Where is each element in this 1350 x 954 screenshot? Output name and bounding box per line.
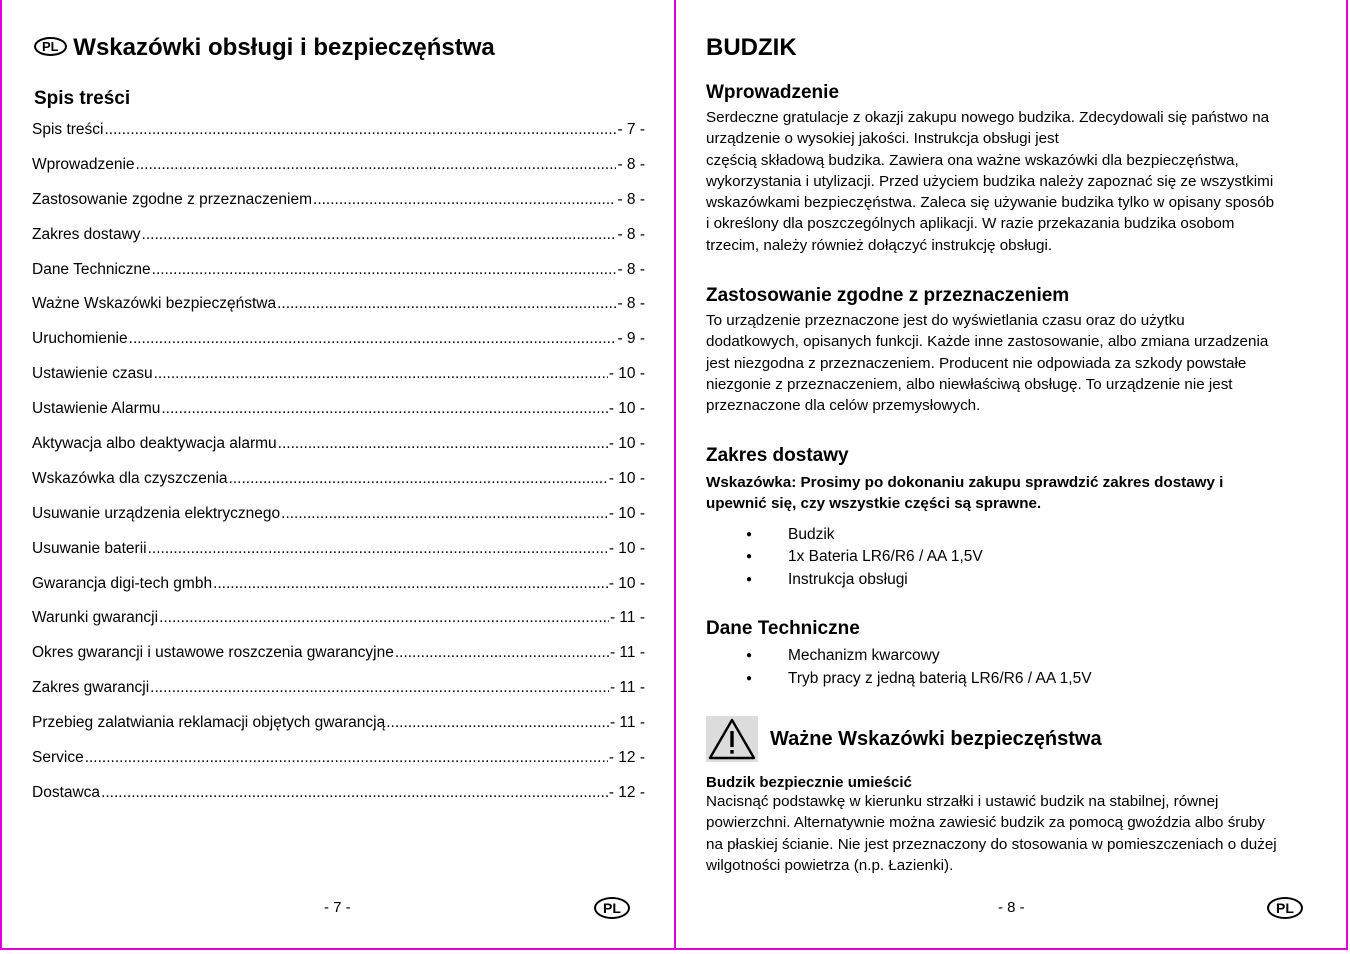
intro-line: Serdeczne gratulacje z okazji zakupu nowego budzika. Zdecydowali się państwo na: [706, 109, 1270, 126]
page-number: - 7 -: [324, 899, 351, 916]
toc-entry-title: Zastosowanie zgodne z przeznaczeniem: [32, 190, 313, 208]
safety-subheading: Budzik bezpiecznie umieścić: [706, 774, 912, 791]
safety-line: Nacisnąć podstawkę w kierunku strzałki i ustawić budzik na stabilnej, równej: [706, 793, 1219, 810]
toc-entry-title: Usuwanie baterii: [32, 539, 147, 557]
delivery-scope-section: [706, 445, 1316, 591]
pl-language-badge: PL: [34, 37, 67, 56]
delivery-list: [706, 524, 1316, 592]
toc-row[interactable]: [32, 470, 645, 505]
toc-dot-leader: [152, 261, 617, 279]
toc-dot-leader: [229, 470, 608, 488]
toc-entry-title: Wskazówka dla czyszczenia: [32, 469, 228, 487]
toc-entry-title: Wprowadzenie: [32, 155, 135, 173]
toc-entry-page: - 11 -: [609, 679, 645, 697]
toc-entry-page: - 10 -: [608, 469, 645, 487]
pl-folio-badge: PL: [594, 897, 630, 919]
intro-line: częścią składową budzika. Zawiera ona ważne wskazówki dla bezpieczęństwa,: [706, 151, 1239, 169]
delivery-note-line: upewnić się, czy wszystkie części są sprawne.: [706, 495, 1042, 513]
toc-entry-title: Ustawienie Alarmu: [32, 400, 161, 418]
toc-dot-leader: [148, 540, 608, 558]
toc-dot-leader: [278, 435, 608, 453]
toc-dot-leader: [161, 400, 607, 418]
toc-row[interactable]: [32, 330, 645, 365]
page-number: - 8 -: [998, 899, 1025, 916]
toc-dot-leader: [85, 749, 608, 767]
toc-row[interactable]: [32, 575, 645, 610]
toc-entry-page: - 8 -: [617, 155, 645, 173]
list-item: ● Instrukcja obsługi: [706, 569, 1316, 592]
toc-entry-title: Spis treści: [32, 121, 104, 138]
toc-dot-leader: [213, 575, 608, 593]
intended-use-line: jest niezgodna z przeznaczeniem. Producent nie odpowiada za szkody powstałe: [706, 354, 1247, 372]
safety-section: [706, 716, 1316, 876]
toc-entry-title: Ustawienie czasu: [32, 365, 153, 383]
toc-entry-page: - 12 -: [608, 749, 645, 767]
intro-line: urządzenie o wysokiej jakości. Instrukcja obsługi jest: [706, 130, 1059, 148]
toc-row[interactable]: [32, 679, 645, 714]
intro-heading: Wprowadzenie: [706, 82, 840, 103]
toc-entry-title: Ważne Wskazówki bezpieczęństwa: [32, 295, 277, 313]
toc-row[interactable]: [32, 156, 645, 191]
page-title: Wskazówki obsługi i bezpieczęństwa: [73, 34, 495, 61]
intro-line: trzecim, należy również dołączyć instrukcję obsługi.: [706, 236, 1053, 254]
safety-line: powierzchni. Alternatywnie można zawiesić budzik za pomocą gwoździa albo śruby: [706, 814, 1265, 832]
toc-dot-leader: [159, 609, 609, 627]
toc-heading: Spis treści: [34, 88, 131, 109]
toc-entry-page: - 10 -: [608, 539, 645, 557]
list-item: ● 1x Bateria LR6/R6 / AA 1,5V: [706, 546, 1316, 569]
toc-dot-leader: [281, 505, 608, 523]
tech-data-section: [706, 618, 1316, 690]
page-title: BUDZIK: [706, 34, 797, 61]
toc-row[interactable]: [32, 714, 645, 749]
safety-line: wilgotności powietrza (n.p. Łazienki).: [706, 856, 954, 874]
toc-entry-page: - 10 -: [608, 504, 645, 522]
tech-data-list: [706, 645, 1316, 690]
table-of-contents: [32, 121, 645, 819]
toc-row[interactable]: [32, 191, 645, 226]
toc-row[interactable]: [32, 435, 645, 470]
toc-dot-leader: [136, 156, 617, 174]
warning-icon: [706, 716, 758, 762]
toc-entry-title: Warunki gwarancji: [32, 609, 159, 627]
toc-entry-title: Uruchomienie: [32, 330, 128, 348]
toc-entry-page: - 8 -: [617, 260, 645, 278]
toc-dot-leader: [101, 784, 608, 802]
toc-entry-page: - 7 -: [617, 121, 645, 138]
toc-entry-page: - 8 -: [617, 190, 645, 208]
toc-row[interactable]: [32, 540, 645, 575]
toc-entry-page: - 8 -: [617, 225, 645, 243]
delivery-scope-heading: Zakres dostawy: [706, 445, 849, 466]
pl-folio-badge-wrap: [594, 897, 630, 919]
left-page: [0, 0, 676, 950]
toc-dot-leader: [154, 365, 608, 383]
right-page: [674, 0, 1348, 950]
intended-use-section: [706, 285, 1316, 416]
list-item: ● Tryb pracy z jedną baterią LR6/R6 / AA 1,5V: [706, 668, 1316, 691]
toc-entry-page: - 11 -: [609, 609, 645, 627]
toc-dot-leader: [142, 226, 617, 244]
toc-dot-leader: [129, 330, 617, 348]
toc-dot-leader: [313, 191, 616, 209]
list-item: ● Budzik: [706, 524, 1316, 547]
toc-row[interactable]: [32, 784, 645, 819]
toc-row[interactable]: [32, 749, 645, 784]
tech-data-heading: Dane Techniczne: [706, 618, 860, 639]
toc-entry-page: - 10 -: [608, 365, 645, 383]
pl-folio-badge: PL: [1267, 897, 1303, 919]
toc-entry-page: - 8 -: [617, 295, 645, 313]
intended-use-line: niezgonie z przeznaczeniem, albo niewłaściwą obsługę. To urządzenie nie jest: [706, 375, 1233, 393]
toc-row[interactable]: [32, 644, 645, 679]
toc-row[interactable]: [32, 609, 645, 644]
toc-entry-page: - 12 -: [608, 783, 645, 801]
toc-row[interactable]: [32, 505, 645, 540]
left-page-title-row: [34, 34, 495, 62]
intro-section: [706, 82, 1316, 256]
intended-use-heading: Zastosowanie zgodne z przeznaczeniem: [706, 285, 1070, 306]
toc-entry-title: Dane Techniczne: [32, 260, 151, 278]
toc-entry-title: Zakres dostawy: [32, 225, 141, 243]
toc-entry-title: Gwarancja digi-tech gmbh: [32, 574, 213, 592]
toc-entry-title: Usuwanie urządzenia elektrycznego: [32, 504, 281, 522]
toc-row[interactable]: [32, 365, 645, 400]
toc-entry-title: Dostawca: [32, 783, 101, 801]
toc-dot-leader: [105, 121, 617, 139]
toc-row[interactable]: [32, 400, 645, 435]
toc-entry-page: - 10 -: [608, 400, 645, 418]
pl-folio-badge-wrap: [1267, 897, 1303, 919]
toc-entry-page: - 9 -: [617, 330, 645, 348]
safety-line: na płaskiej ścianie. Nie jest przeznaczony do stosowania w pomieszczeniach o dużej: [706, 835, 1277, 853]
toc-entry-page: - 11 -: [609, 644, 645, 662]
intended-use-line: przeznaczone dla celów przemysłowych.: [706, 397, 981, 415]
intro-line: wykorzystania i utylizacji. Przed użyciem budzika należy zapoznać się ze wszystkimi: [706, 172, 1274, 190]
toc-entry-title: Aktywacja albo deaktywacja alarmu: [32, 435, 277, 453]
safety-heading-row: [706, 716, 1316, 762]
intended-use-line: To urządzenie przeznaczone jest do wyświetlania czasu oraz do użytku: [706, 312, 1185, 329]
intro-line: wskazówkami bezpieczęństwa. Zaleca się używanie budzika tylko w opisany sposób: [706, 194, 1275, 212]
toc-entry-page: - 10 -: [608, 574, 645, 592]
toc-entry-page: - 10 -: [608, 435, 645, 453]
toc-entry-title: Zakres gwarancji: [32, 679, 150, 697]
toc-dot-leader: [150, 679, 609, 697]
toc-entry-page: - 11 -: [609, 714, 645, 732]
toc-row[interactable]: [32, 261, 645, 296]
toc-entry-title: Okres gwarancji i ustawowe roszczenia gwarancyjne: [32, 644, 394, 662]
toc-dot-leader: [277, 295, 616, 313]
toc-dot-leader: [395, 644, 609, 662]
safety-heading: Ważne Wskazówki bezpieczęństwa: [770, 727, 1102, 750]
delivery-note-line: Wskazówka: Prosimy po dokonaniu zakupu sprawdzić zakres dostawy i: [706, 474, 1224, 491]
toc-row[interactable]: [32, 226, 645, 261]
toc-entry-title: Przebieg zalatwiania reklamacji objętych gwarancją: [32, 714, 386, 732]
intended-use-line: dodatkowych, opisanych funkcji. Każde inne zastosowanie, albo zmiana urzadzenia: [706, 333, 1269, 351]
intro-line: i określony dla poszczególnych aplikacji. W razie przekazania budzika osobom: [706, 215, 1235, 233]
toc-dot-leader: [386, 714, 609, 732]
toc-row[interactable]: [32, 295, 645, 330]
list-item: ● Mechanizm kwarcowy: [706, 645, 1316, 668]
toc-entry-title: Service: [32, 749, 84, 767]
toc-row[interactable]: [32, 121, 645, 156]
